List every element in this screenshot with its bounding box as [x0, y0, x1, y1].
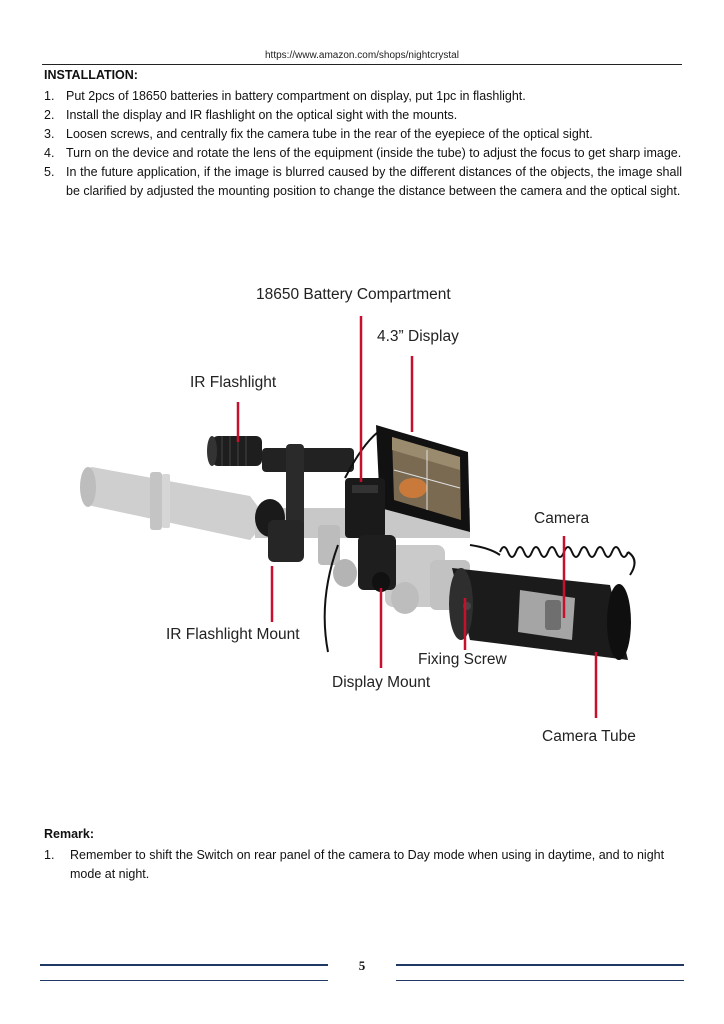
label-ir-flashlight-mount: IR Flashlight Mount — [166, 626, 300, 643]
step-text: Install the display and IR flashlight on the optical sight with the mounts. — [66, 108, 458, 122]
list-item — [44, 846, 682, 884]
step-number: 5. — [44, 165, 55, 179]
source-url: https://www.amazon.com/shops/nightcrystal — [265, 50, 459, 61]
list-item — [44, 144, 682, 163]
installation-heading: INSTALLATION: — [44, 68, 138, 82]
list-item — [44, 87, 682, 106]
step-text: In the future application, if the image is blurred caused by the different distances of the objects, the image shall be clarified by adjusted the mounting position to change the distance between the camera and the optical sight. — [66, 165, 682, 198]
step-text: Put 2pcs of 18650 batteries in battery compartment on display, put 1pc in flashlight. — [66, 89, 526, 103]
label-display: 4.3” Display — [377, 328, 459, 345]
step-number: 4. — [44, 146, 55, 160]
header-rule — [42, 64, 682, 65]
list-item — [44, 125, 682, 144]
coiled-cable-image — [470, 545, 635, 575]
remark-text: Remember to shift the Switch on rear panel of the camera to Day mode when using in daytime, and to night mode at night. — [70, 848, 665, 881]
remark-number: 1. — [44, 848, 55, 862]
step-text: Turn on the device and rotate the lens of the equipment (inside the tube) to adjust the focus to get sharp image. — [66, 146, 682, 160]
step-number: 3. — [44, 127, 55, 141]
list-item — [44, 106, 682, 125]
step-text: Loosen screws, and centrally fix the camera tube in the rear of the eyepiece of the optical sight. — [66, 127, 593, 141]
installation-steps — [44, 87, 682, 201]
step-number: 1. — [44, 89, 55, 103]
label-fixing-screw: Fixing Screw — [418, 651, 507, 668]
page-number: 5 — [358, 958, 366, 973]
remark-list — [44, 846, 682, 884]
list-item — [44, 163, 682, 201]
footer-rule-right-thin — [396, 980, 684, 981]
remark-heading: Remark: — [44, 827, 95, 841]
camera-tube-image — [449, 568, 631, 660]
label-camera-tube: Camera Tube — [542, 728, 636, 745]
label-ir-flashlight: IR Flashlight — [190, 374, 277, 391]
label-display-mount: Display Mount — [332, 674, 431, 691]
footer-rule-left-thin — [40, 980, 328, 981]
step-number: 2. — [44, 108, 55, 122]
label-camera: Camera — [534, 510, 590, 527]
label-battery-compartment: 18650 Battery Compartment — [256, 286, 451, 303]
